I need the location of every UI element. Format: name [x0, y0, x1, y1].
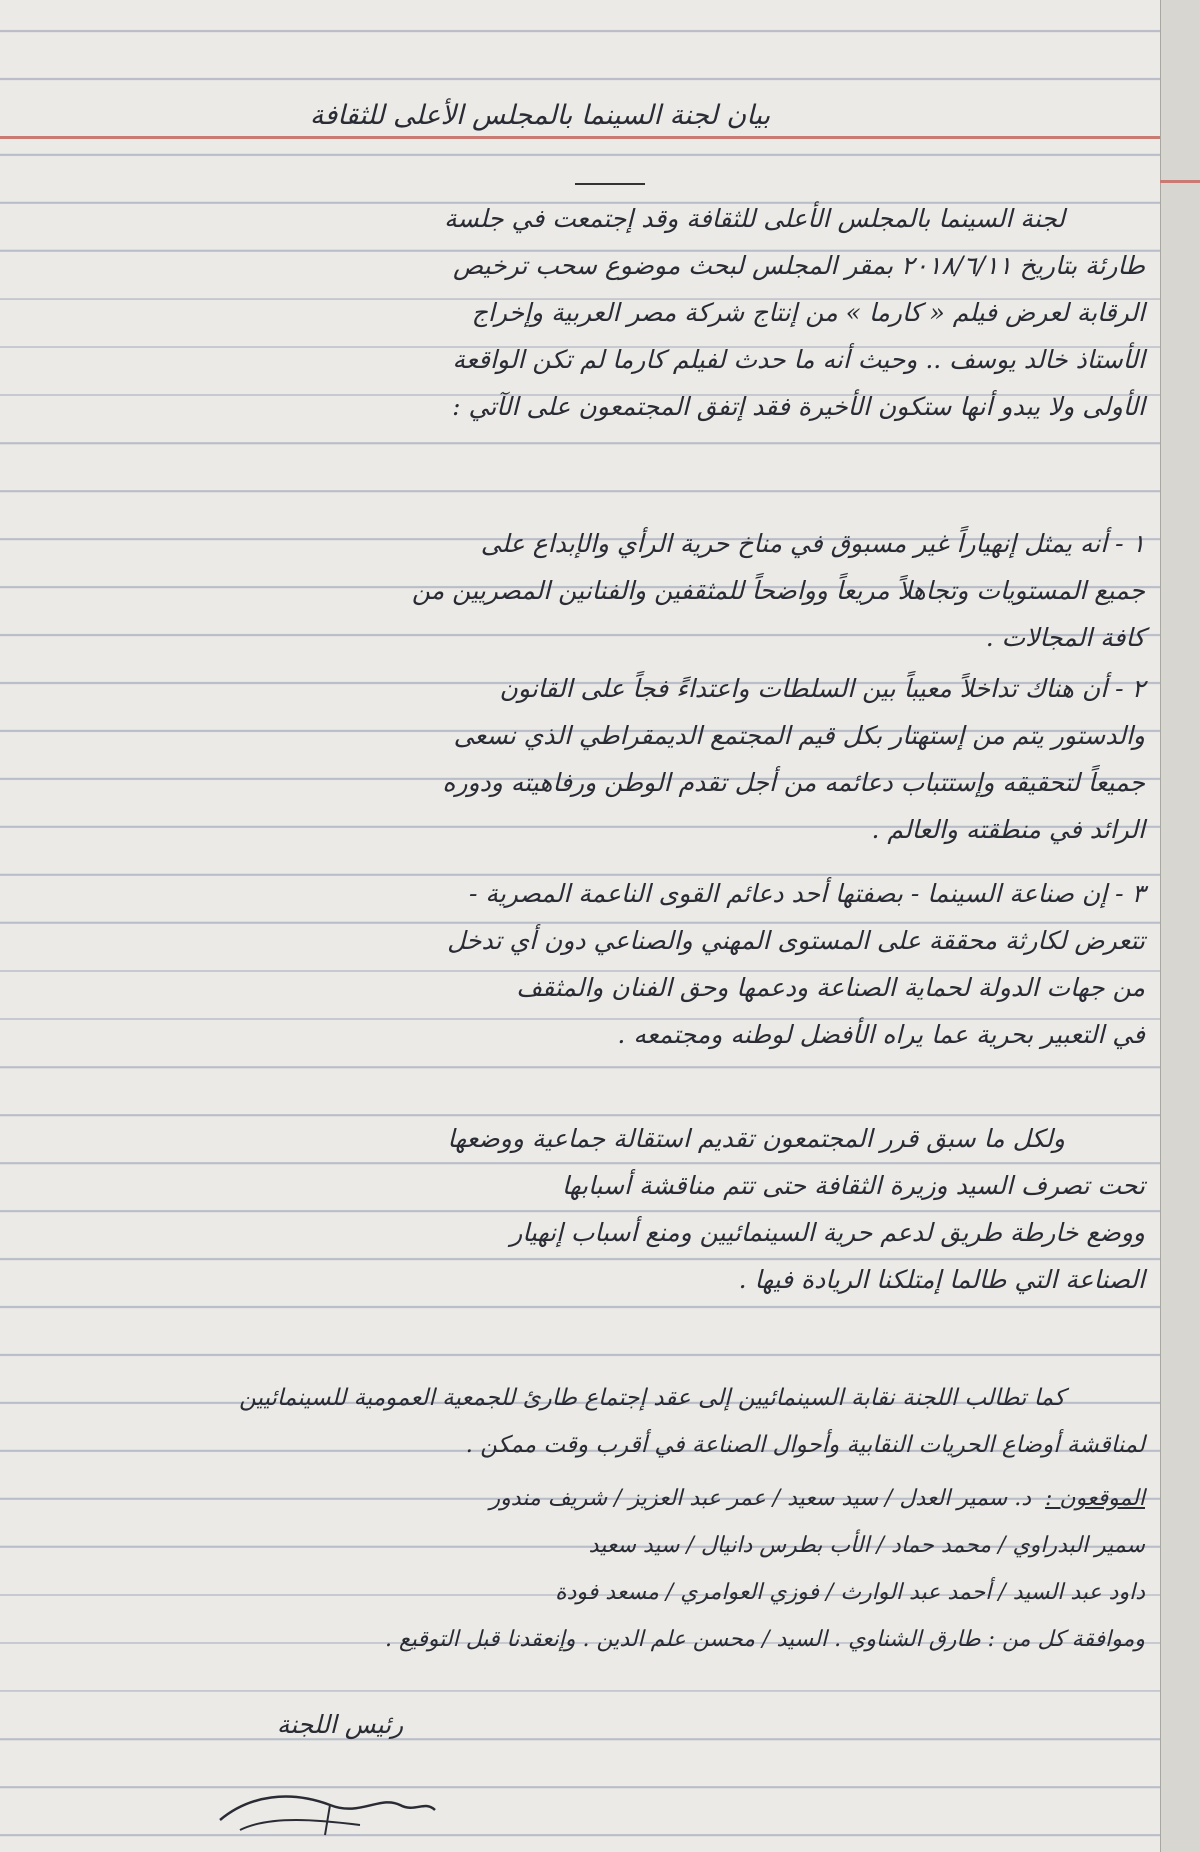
resolution-paragraph — [40, 1115, 1145, 1303]
handwritten-signature — [210, 1775, 470, 1845]
point-line: ٣ - إن صناعة السينما - بصفتها أحد دعائم القوى الناعمة المصرية - — [469, 879, 1145, 908]
signatory-line: سمير البدراوي / محمد حماد / الأب بطرس دانيال / سيد سعيد — [588, 1533, 1145, 1558]
intro-line: الرقابة لعرض فيلم « كارما » من إنتاج شركة مصر العربية وإخراج — [471, 298, 1145, 327]
resolution-line: ولكل ما سبق قرر المجتمعون تقديم استقالة جماعية ووضعها — [447, 1124, 1065, 1153]
resolution-line: الصناعة التي طالما إمتلكنا الريادة فيها . — [738, 1265, 1145, 1294]
point-line: الرائد في منطقته والعالم . — [871, 815, 1145, 844]
point-line: كافة المجالات . — [985, 623, 1145, 652]
point-line: ٢ - أن هناك تداخلاً معيباً بين السلطات واعتداءً فجاً على القانون — [499, 674, 1145, 703]
signatory-line: د. سمير العدل / سيد سعيد / عمر عبد العزيز / شريف مندور — [489, 1486, 1032, 1511]
point-3 — [40, 870, 1145, 1058]
intro-paragraph — [40, 195, 1145, 430]
document-title: بيان لجنة السينما بالمجلس الأعلى للثقافة — [309, 100, 771, 131]
title-underline — [575, 183, 645, 185]
point-line: في التعبير بحرية عما يراه الأفضل لوطنه ومجتمعه . — [617, 1020, 1145, 1049]
page-edge-strip — [1160, 0, 1200, 1852]
intro-line: لجنة السينما بالمجلس الأعلى للثقافة وقد إجتمعت في جلسة — [444, 204, 1065, 233]
demand-paragraph — [40, 1375, 1145, 1469]
signatory-line: وموافقة كل من : طارق الشناوي . السيد / محسن علم الدين . وإنعقدنا قبل التوقيع . — [385, 1627, 1145, 1652]
point-line: ١ - أنه يمثل إنهياراً غير مسبوق في مناخ حرية الرأي والإبداع على — [480, 529, 1145, 558]
point-line: تتعرض لكارثة محققة على المستوى المهني والصناعي دون أي تدخل — [447, 926, 1145, 955]
intro-line: الأولى ولا يبدو أنها ستكون الأخيرة فقد إتفق المجتمعون على الآتي : — [452, 392, 1145, 421]
resolution-line: ووضع خارطة طريق لدعم حرية السينمائيين ومنع أسباب إنهيار — [510, 1218, 1145, 1247]
intro-line: الأستاذ خالد يوسف .. وحيث أنه ما حدث لفيلم كارما لم تكن الواقعة — [452, 345, 1145, 374]
intro-line: طارئة بتاريخ ٢٠١٨/٦/١١ بمقر المجلس لبحث موضوع سحب ترخيص — [452, 251, 1145, 280]
point-line: من جهات الدولة لحماية الصناعة ودعمها وحق الفنان والمثقف — [516, 973, 1145, 1002]
chair-label: رئيس اللجنة — [276, 1710, 404, 1739]
signatory-line: داود عبد السيد / أحمد عبد الوارث / فوزي العوامري / مسعد فودة — [555, 1580, 1145, 1605]
point-2 — [40, 665, 1145, 853]
signatories-first-line — [40, 1475, 1145, 1522]
point-line: جميعاً لتحقيقه وإستتباب دعائمه من أجل تقدم الوطن ورفاهيته ودوره — [442, 768, 1145, 797]
point-1 — [40, 520, 1145, 661]
signatories-label: الموقعون : — [1045, 1486, 1145, 1511]
point-line: جميع المستويات وتجاهلاً مريعاً وواضحاً للمثقفين والفنانين المصريين من — [411, 576, 1145, 605]
red-margin-line — [0, 136, 1160, 139]
signatories-section — [40, 1475, 1145, 1663]
point-line: والدستور يتم من إستهتار بكل قيم المجتمع الديمقراطي الذي نسعى — [453, 721, 1145, 750]
margin-tick — [1160, 180, 1200, 183]
demand-line: لمناقشة أوضاع الحريات النقابية وأحوال الصناعة في أقرب وقت ممكن . — [465, 1432, 1145, 1458]
resolution-line: تحت تصرف السيد وزيرة الثقافة حتى تتم مناقشة أسبابها — [561, 1171, 1145, 1200]
demand-line: كما تطالب اللجنة نقابة السينمائيين إلى عقد إجتماع طارئ للجمعية العمومية للسينمائيين — [239, 1385, 1065, 1411]
